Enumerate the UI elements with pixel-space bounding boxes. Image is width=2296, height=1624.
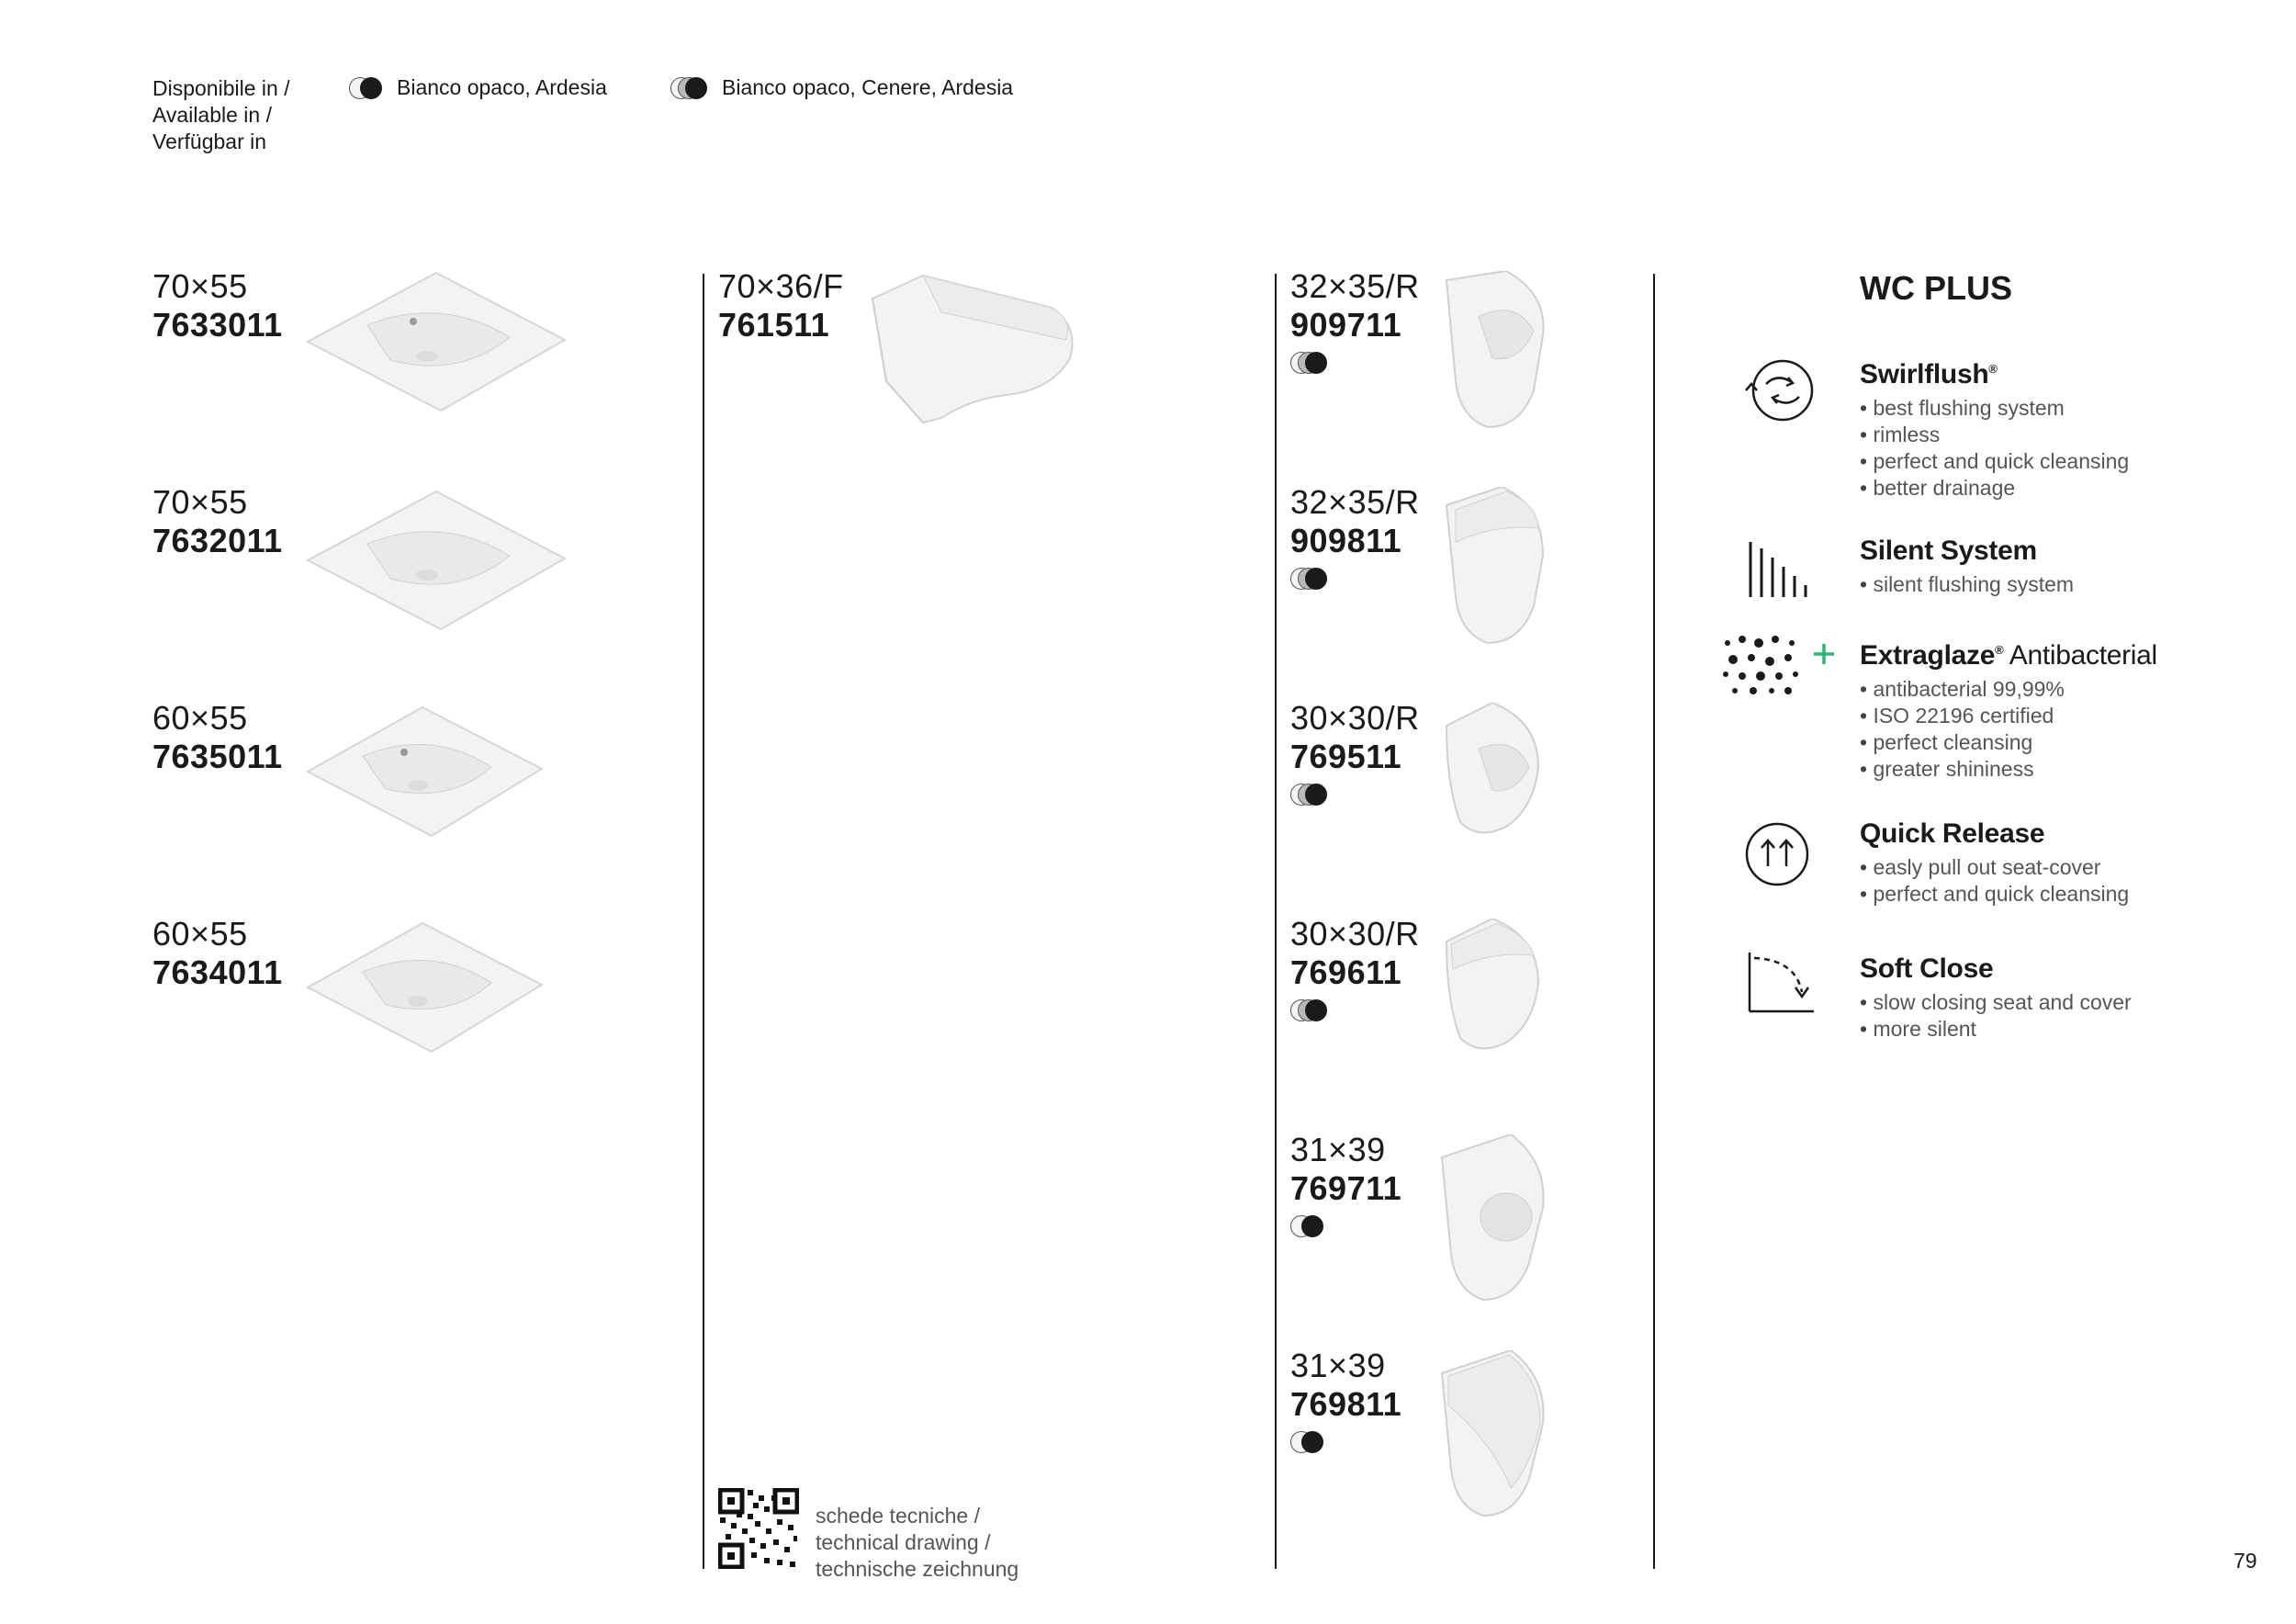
product-code: 769811	[1290, 1385, 1402, 1423]
feature-swirlflush	[1860, 353, 2129, 502]
product-size: 32×35/R	[1290, 267, 1420, 305]
product-item	[152, 700, 283, 777]
feature-silent-system	[1860, 535, 2074, 598]
urinal-image	[1442, 487, 1552, 648]
product-item	[1290, 1132, 1401, 1243]
product-item	[152, 268, 283, 345]
column-divider	[703, 274, 704, 1569]
color-swatch-three	[670, 76, 711, 100]
color-swatch-three	[1290, 998, 1331, 1022]
feature-title: Extraglaze® Antibacterial	[1860, 640, 2157, 671]
wall-hung-wc-image	[868, 271, 1079, 427]
availability-label	[152, 75, 290, 155]
color-swatch-two	[349, 76, 386, 100]
color-swatch-two	[1290, 1430, 1327, 1454]
product-size: 70×55	[152, 483, 248, 521]
product-code: 761511	[718, 306, 830, 344]
color-swatch-three	[1290, 783, 1331, 806]
feature-title: Swirlflush®	[1860, 359, 1998, 389]
feature-title: Quick Release	[1860, 818, 2045, 849]
product-size: 30×30/R	[1290, 699, 1420, 737]
product-item	[1290, 1348, 1401, 1459]
product-size: 70×36/F	[718, 267, 844, 305]
urinal-image	[1442, 919, 1548, 1056]
product-code: 769511	[1290, 738, 1402, 775]
availability-option	[670, 75, 1013, 100]
qr-caption-line: technische zeichnung	[816, 1557, 1019, 1581]
qr-caption-line: schede tecniche /	[816, 1504, 981, 1528]
qr-caption	[816, 1503, 1019, 1583]
color-swatch-three	[1290, 567, 1331, 591]
availability-label-line: Disponibile in /	[152, 76, 290, 100]
qr-caption-line: technical drawing /	[816, 1530, 991, 1554]
qr-code-icon	[718, 1488, 799, 1569]
product-code: 769711	[1290, 1169, 1402, 1207]
product-item	[1290, 484, 1420, 595]
feature-bullets: • easly pull out seat-cover • perfect and quick cleansing	[1860, 854, 2129, 908]
product-size: 32×35/R	[1290, 483, 1420, 521]
product-code: 909711	[1290, 306, 1402, 344]
availability-label-line: Available in /	[152, 103, 272, 127]
product-item	[152, 916, 283, 993]
washbasin-image	[303, 487, 569, 634]
feature-quick-release	[1860, 818, 2129, 908]
urinal-image	[1437, 1350, 1552, 1520]
antibacterial-dots-icon	[1722, 634, 1837, 698]
column-divider	[1275, 274, 1277, 1569]
product-item	[1290, 700, 1420, 811]
product-item	[1290, 916, 1420, 1027]
washbasin-image	[303, 703, 546, 840]
column-divider	[1653, 274, 1655, 1569]
product-code: 7633011	[152, 306, 283, 344]
availability-option-label: Bianco opaco, Ardesia	[397, 75, 607, 99]
availability-option-label: Bianco opaco, Cenere, Ardesia	[722, 75, 1014, 99]
product-item	[718, 268, 844, 345]
quick-release-icon	[1743, 820, 1811, 888]
feature-title: Soft Close	[1860, 953, 1994, 984]
product-code: 909811	[1290, 522, 1402, 559]
product-code: 7635011	[152, 738, 283, 775]
washbasin-image	[303, 919, 546, 1056]
product-size: 30×30/R	[1290, 915, 1420, 953]
product-size: 60×55	[152, 915, 248, 953]
soft-close-icon	[1745, 951, 1818, 1017]
urinal-image	[1442, 703, 1548, 840]
page-number: 79	[2234, 1549, 2257, 1573]
feature-bullets: • best flushing system • rimless • perfect and quick cleansing • better drainage	[1860, 395, 2129, 502]
color-swatch-two	[1290, 1214, 1327, 1238]
feature-bullets: • silent flushing system	[1860, 571, 2074, 598]
availability-option	[349, 75, 607, 100]
wc-plus-title: WC PLUS	[1860, 269, 2012, 307]
feature-title: Silent System	[1860, 536, 2037, 566]
urinal-image	[1442, 271, 1552, 432]
product-size: 31×39	[1290, 1347, 1386, 1384]
feature-bullets: • antibacterial 99,99% • ISO 22196 certified • perfect cleansing • greater shininess	[1860, 676, 2157, 783]
product-item	[152, 484, 283, 561]
product-size: 70×55	[152, 267, 248, 305]
feature-bullets: • slow closing seat and cover • more silent	[1860, 989, 2132, 1043]
feature-extraglaze	[1860, 634, 2157, 783]
washbasin-image	[303, 268, 569, 415]
product-code: 7634011	[152, 953, 283, 991]
color-swatch-three	[1290, 351, 1331, 375]
swirl-flush-icon	[1740, 356, 1818, 424]
feature-soft-close	[1860, 953, 2132, 1043]
urinal-image	[1437, 1134, 1552, 1304]
product-size: 60×55	[152, 699, 248, 737]
product-item	[1290, 268, 1420, 379]
product-code: 769611	[1290, 953, 1402, 991]
product-code: 7632011	[152, 522, 283, 559]
availability-label-line: Verfügbar in	[152, 130, 267, 153]
silent-system-icon	[1745, 537, 1818, 602]
product-size: 31×39	[1290, 1131, 1386, 1168]
